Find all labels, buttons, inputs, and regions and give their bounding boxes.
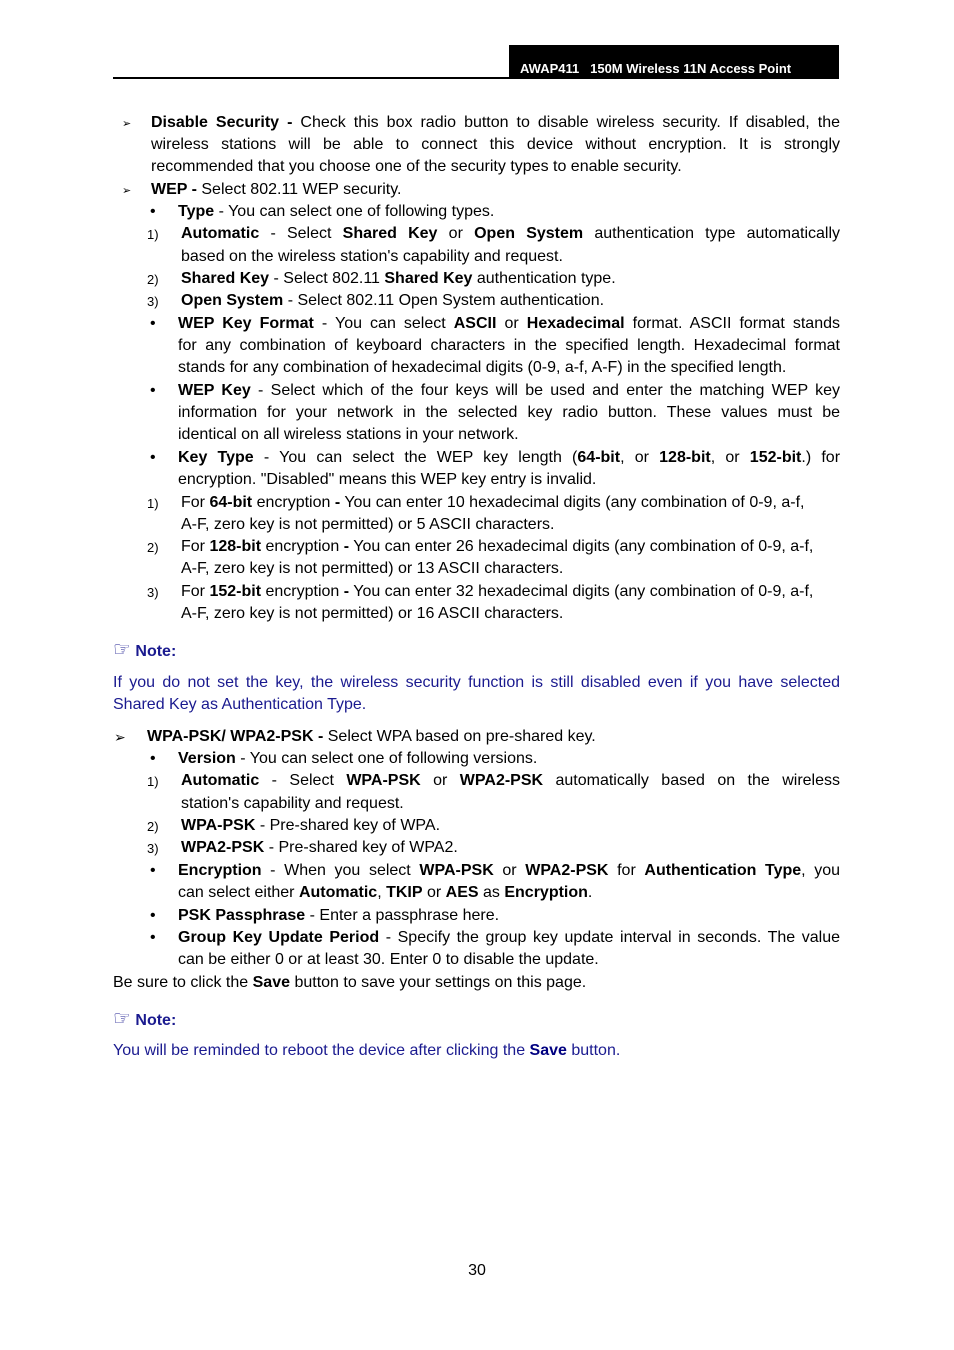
wep-key-line3: identical on all wireless stations in your network. bbox=[178, 426, 519, 443]
header-banner bbox=[509, 45, 839, 79]
note2-text: You will be reminded to reboot the device after clicking the Save button. bbox=[113, 1042, 621, 1059]
note-label: Note: bbox=[135, 643, 177, 660]
key-152bit-line2: A-F, zero key is not permitted) or 16 ASCII characters. bbox=[181, 605, 564, 622]
list-number: 1) bbox=[147, 774, 159, 789]
list-number: 1) bbox=[147, 227, 159, 242]
key-64bit-line1: For 64-bit encryption - You can enter 10 hexadecimal digits (any combination of 0-9, a-f, bbox=[181, 494, 805, 511]
wep-heading: WEP - Select 802.11 WEP security. bbox=[151, 181, 402, 198]
note1-line1: If you do not set the key, the wireless security function is still disabled even if you have selected bbox=[113, 674, 840, 691]
dot-bullet-icon: • bbox=[150, 907, 156, 924]
group-key-line2: can be either 0 or at least 30. Enter 0 to disable the update. bbox=[178, 951, 599, 968]
wep-key-format-line3: stands for any combination of hexadecimal digits (0-9, a-f, A-F) in the specified length. bbox=[178, 359, 787, 376]
encryption-line1: Encryption - When you select WPA-PSK or WPA2-PSK for Authentication Type, you bbox=[178, 862, 841, 879]
psk-passphrase-line: PSK Passphrase - Enter a passphrase here. bbox=[178, 907, 500, 924]
key-128bit-line2: A-F, zero key is not permitted) or 13 ASCII characters. bbox=[181, 560, 564, 577]
key-64bit-line2: A-F, zero key is not permitted) or 5 ASCII characters. bbox=[181, 516, 555, 533]
wep-key-format-line2: for any combination of keyboard characters in the specified length. Hexadecimal format bbox=[178, 337, 840, 354]
dot-bullet-icon: • bbox=[150, 449, 156, 466]
dot-bullet-icon: • bbox=[150, 750, 156, 767]
wpa-version-automatic-line2: station's capability and request. bbox=[181, 795, 404, 812]
key-128bit-line1: For 128-bit encryption - You can enter 26 hexadecimal digits (any combination of 0-9, a-f, bbox=[181, 538, 814, 555]
list-number: 2) bbox=[147, 819, 159, 834]
dot-bullet-icon: • bbox=[150, 862, 156, 879]
note-heading bbox=[113, 639, 176, 663]
save-instruction: Be sure to click the Save button to save your settings on this page. bbox=[113, 974, 587, 991]
page-number: 30 bbox=[468, 1262, 486, 1279]
note1-line2: Shared Key as Authentication Type. bbox=[113, 696, 367, 713]
list-number: 3) bbox=[147, 585, 159, 600]
wep-type-automatic-line1: Automatic - Select Shared Key or Open System authentication type automatically bbox=[181, 225, 841, 242]
wep-type-line: Type - You can select one of following types. bbox=[178, 203, 495, 220]
disable-security-line1: Disable Security - Check this box radio button to disable wireless security. If disabled, the bbox=[151, 114, 840, 131]
list-number: 2) bbox=[147, 272, 159, 287]
wpa-version-line: Version - You can select one of following versions. bbox=[178, 750, 538, 767]
wpa-version-wpa2-psk: WPA2-PSK - Pre-shared key of WPA2. bbox=[181, 839, 458, 856]
wep-type-shared-key: Shared Key - Select 802.11 Shared Key authentication type. bbox=[181, 270, 616, 287]
list-number: 3) bbox=[147, 294, 159, 309]
note-heading bbox=[113, 1008, 176, 1032]
group-key-line1: Group Key Update Period - Specify the group key update interval in seconds. The value bbox=[178, 929, 840, 946]
encryption-line2: can select either Automatic, TKIP or AES as Encryption. bbox=[178, 884, 593, 901]
arrow-bullet-icon: ➢ bbox=[122, 118, 132, 130]
header-product: 150M Wireless 11N Access Point bbox=[590, 61, 792, 76]
key-type-line2: encryption. "Disabled" means this WEP key entry is invalid. bbox=[178, 471, 597, 488]
arrow-bullet-icon: ➢ bbox=[122, 185, 132, 197]
list-number: 2) bbox=[147, 540, 159, 555]
dot-bullet-icon: • bbox=[150, 929, 156, 946]
disable-security-line2: wireless stations will be able to connect this device without encryption. It is strongly bbox=[151, 136, 840, 153]
disable-security-line3: recommended that you choose one of the security types to enable security. bbox=[151, 158, 682, 175]
wep-key-line1: WEP Key - Select which of the four keys will be used and enter the matching WEP key bbox=[178, 382, 840, 399]
wep-type-automatic-line2: based on the wireless station's capability and request. bbox=[181, 248, 563, 265]
wpa-heading: WPA-PSK/ WPA2-PSK - Select WPA based on pre-shared key. bbox=[147, 728, 596, 745]
wep-key-format-line1: WEP Key Format - You can select ASCII or Hexadecimal format. ASCII format stands bbox=[178, 315, 841, 332]
wep-type-open-system: Open System - Select 802.11 Open System authentication. bbox=[181, 292, 605, 309]
key-152bit-line1: For 152-bit encryption - You can enter 32 hexadecimal digits (any combination of 0-9, a-f, bbox=[181, 583, 814, 600]
wep-key-line2: information for your network in the selected key radio button. These values must be bbox=[178, 404, 840, 421]
header-model: AWAP411 bbox=[520, 61, 580, 76]
wpa-version-wpa-psk: WPA-PSK - Pre-shared key of WPA. bbox=[181, 817, 441, 834]
note-label: Note: bbox=[135, 1012, 177, 1029]
arrow-bullet-icon: ➢ bbox=[114, 729, 126, 745]
list-number: 3) bbox=[147, 841, 159, 856]
key-type-line1: Key Type - You can select the WEP key length (64-bit, or 128-bit, or 152-bit.) for bbox=[178, 449, 841, 466]
pointing-hand-icon: ☞ bbox=[113, 1008, 131, 1030]
dot-bullet-icon: • bbox=[150, 203, 156, 220]
wpa-version-automatic-line1: Automatic - Select WPA-PSK or WPA2-PSK automatically based on the wireless bbox=[181, 772, 841, 789]
dot-bullet-icon: • bbox=[150, 315, 156, 332]
pointing-hand-icon: ☞ bbox=[113, 639, 131, 661]
list-number: 1) bbox=[147, 496, 159, 511]
dot-bullet-icon: • bbox=[150, 382, 156, 399]
